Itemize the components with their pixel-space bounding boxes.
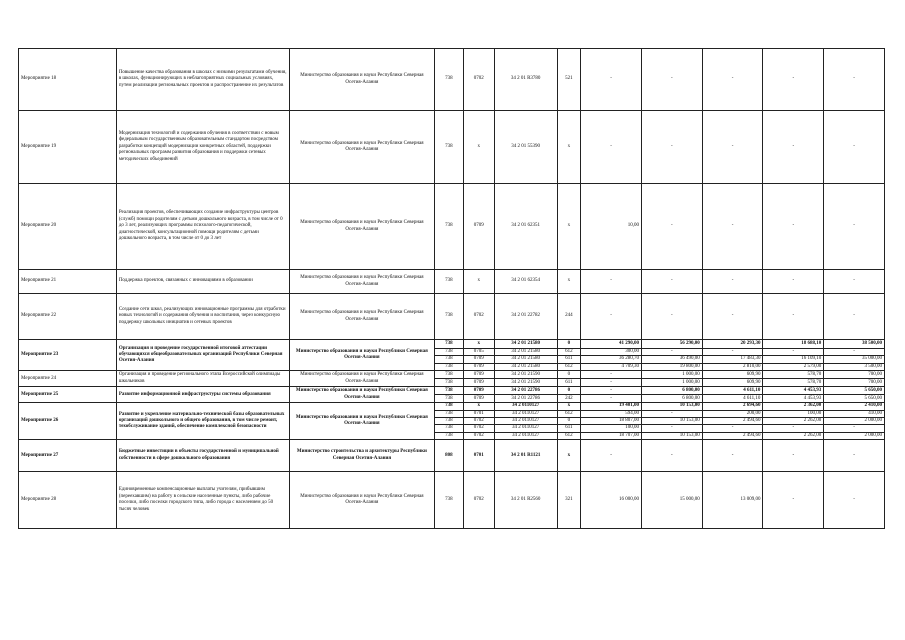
amount-year-2: - bbox=[641, 410, 702, 417]
expense-type-code: 0 bbox=[557, 371, 581, 379]
target-article-code: 34 2 01 21580 bbox=[494, 363, 557, 370]
amount-year-3: - bbox=[702, 425, 763, 432]
grbs-code: 738 bbox=[434, 379, 463, 387]
table-row bbox=[19, 49, 885, 111]
expense-type-code: 0 bbox=[557, 418, 581, 425]
amount-year-1: 100,00 bbox=[581, 425, 642, 432]
amount-year-4: 578,70 bbox=[763, 371, 824, 379]
table-row bbox=[19, 387, 885, 395]
amount-year-5: 35 000,00 bbox=[824, 356, 885, 363]
expense-type-code: 0 bbox=[557, 340, 581, 349]
responsible-organization: Министерство образования и науки Республики Северная Осетия-Алания bbox=[289, 294, 434, 340]
amount-year-1: 41 290,00 bbox=[581, 340, 642, 349]
measure-label: Мероприятие 19 bbox=[19, 111, 117, 184]
amount-year-3: - bbox=[702, 49, 763, 111]
amount-year-2: 1 000,00 bbox=[641, 371, 702, 379]
expense-type-code: 611 bbox=[557, 425, 581, 432]
section-code: 0702 bbox=[463, 425, 494, 432]
target-article-code: 34 2 0110127 bbox=[494, 425, 557, 432]
target-article-code: 34 2 0110127 bbox=[494, 410, 557, 417]
responsible-organization: Министерство образования и науки Республики Северная Осетия-Алания bbox=[289, 387, 434, 403]
grbs-code: 738 bbox=[434, 472, 463, 529]
expense-type-code: х bbox=[557, 111, 581, 184]
section-code: 0702 bbox=[463, 432, 494, 439]
section-code: х bbox=[463, 340, 494, 349]
amount-year-3: 20 293,30 bbox=[702, 340, 763, 349]
amount-year-2: 10 153,00 bbox=[641, 403, 702, 410]
amount-year-5: - bbox=[824, 270, 885, 294]
amount-year-1: - bbox=[581, 395, 642, 403]
expense-type-code: 612 bbox=[557, 349, 581, 356]
measure-label: Мероприятие 26 bbox=[19, 403, 117, 440]
amount-year-3: - bbox=[702, 294, 763, 340]
grbs-code: 738 bbox=[434, 49, 463, 111]
table-row bbox=[19, 184, 885, 270]
amount-year-1: 4 709,30 bbox=[581, 363, 642, 370]
amount-year-1: 16 000,00 bbox=[581, 472, 642, 529]
section-code: 0705 bbox=[463, 349, 494, 356]
expense-type-code: 612 bbox=[557, 410, 581, 417]
expense-type-code: 611 bbox=[557, 379, 581, 387]
amount-year-5: - bbox=[824, 425, 885, 432]
amount-year-3: - bbox=[702, 270, 763, 294]
section-code: 0701 bbox=[463, 410, 494, 417]
grbs-code: 738 bbox=[434, 403, 463, 410]
amount-year-2: 36 490,00 bbox=[641, 356, 702, 363]
amount-year-2: 6 800,00 bbox=[641, 395, 702, 403]
measure-label: Мероприятие 28 bbox=[19, 472, 117, 529]
target-article-code: 34 2 01 21590 bbox=[494, 371, 557, 379]
grbs-code: 738 bbox=[434, 387, 463, 395]
grbs-code: 808 bbox=[434, 440, 463, 472]
amount-year-3: - bbox=[702, 440, 763, 472]
amount-year-5: 2 000,00 bbox=[824, 418, 885, 425]
amount-year-5: - bbox=[824, 49, 885, 111]
table-row bbox=[19, 270, 885, 294]
table-row bbox=[19, 294, 885, 340]
expense-type-code: 521 bbox=[557, 49, 581, 111]
responsible-organization: Министерство образования и науки Республики Северная Осетия-Алания bbox=[289, 49, 434, 111]
table-row bbox=[19, 440, 885, 472]
grbs-code: 738 bbox=[434, 425, 463, 432]
section-code: 0702 bbox=[463, 472, 494, 529]
amount-year-1: - bbox=[581, 111, 642, 184]
responsible-organization: Министерство строительства и архитектуры Республики Северная Осетия-Алания bbox=[289, 440, 434, 472]
table-row bbox=[19, 340, 885, 349]
amount-year-1: 300,00 bbox=[581, 349, 642, 356]
amount-year-1: - bbox=[581, 270, 642, 294]
amount-year-5: 3 500,00 bbox=[824, 363, 885, 370]
responsible-organization: Министерство образования и науки Республики Северная Осетия-Алания bbox=[289, 340, 434, 371]
section-code: 0709 bbox=[463, 371, 494, 379]
amount-year-3: 2 494,60 bbox=[702, 432, 763, 439]
expense-type-code: х bbox=[557, 184, 581, 270]
measure-description: Развитие и укрепление материально-технической базы образовательных организаций дошкольного и общего образования, в том числе ремонт, техобслуживание зданий, обеспечение комплексной безопасности bbox=[116, 403, 289, 440]
amount-year-2: - bbox=[641, 111, 702, 184]
expense-type-code: х bbox=[557, 270, 581, 294]
measure-description: Организация и проведение регионального этапа Всероссийской олимпиады школьников bbox=[116, 371, 289, 387]
amount-year-4: 2 579,00 bbox=[763, 363, 824, 370]
grbs-code: 738 bbox=[434, 418, 463, 425]
amount-year-2: - bbox=[641, 440, 702, 472]
amount-year-1: - bbox=[581, 387, 642, 395]
amount-year-3: 2 694,60 bbox=[702, 403, 763, 410]
responsible-organization: Министерство образования и науки Республики Северная Осетия-Алания bbox=[289, 403, 434, 440]
target-article-code: 34 2 0110127 bbox=[494, 432, 557, 439]
amount-year-2: - bbox=[641, 49, 702, 111]
amount-year-1: 19 401,00 bbox=[581, 403, 642, 410]
amount-year-4: - bbox=[763, 440, 824, 472]
section-code: 0701 bbox=[463, 440, 494, 472]
measure-description: Повышение качества образования в школах с низкими результатами обучения, в школах, функционирующих в неблагоприятных социальных условиях, путем реализации региональных проектов и распространение их результатов bbox=[116, 49, 289, 111]
amount-year-5: - bbox=[824, 472, 885, 529]
grbs-code: 738 bbox=[434, 371, 463, 379]
amount-year-2: - bbox=[641, 184, 702, 270]
amount-year-1: 18 807,00 bbox=[581, 418, 642, 425]
amount-year-2: - bbox=[641, 270, 702, 294]
amount-year-5: - bbox=[824, 294, 885, 340]
section-code: х bbox=[463, 111, 494, 184]
amount-year-2: - bbox=[641, 294, 702, 340]
amount-year-5: 5 650,00 bbox=[824, 395, 885, 403]
section-code: 0702 bbox=[463, 418, 494, 425]
amount-year-2: 19 800,00 bbox=[641, 363, 702, 370]
measure-description: Реализация проектов, обеспечивающих создание инфраструктуры центров (служб) помощи родителям с детьми дошкольного возраста, в том числе от 0 до 3 лет, реализующих программы психолого-педагогической, диагностической, консультационной помощи родителям с детьми дошкольного возраста, в том числе от 0 до 3 лет bbox=[116, 184, 289, 270]
amount-year-5: 410,00 bbox=[824, 410, 885, 417]
grbs-code: 738 bbox=[434, 356, 463, 363]
amount-year-1: 10,00 bbox=[581, 184, 642, 270]
measure-label: Мероприятие 22 bbox=[19, 294, 117, 340]
amount-year-5: 2 000,00 bbox=[824, 432, 885, 439]
section-code: 0709 bbox=[463, 379, 494, 387]
amount-year-3: 200,00 bbox=[702, 410, 763, 417]
target-article-code: 34 2 01 55390 bbox=[494, 111, 557, 184]
section-code: 0702 bbox=[463, 49, 494, 111]
amount-year-3: 4 611,10 bbox=[702, 387, 763, 395]
target-article-code: 34 2 01 62354 bbox=[494, 270, 557, 294]
responsible-organization: Министерство образования и науки Республики Северная Осетия-Алания bbox=[289, 472, 434, 529]
amount-year-3: - bbox=[702, 349, 763, 356]
table-row bbox=[19, 371, 885, 379]
target-article-code: 34 2 01 R1121 bbox=[494, 440, 557, 472]
amount-year-5: 2 410,00 bbox=[824, 403, 885, 410]
amount-year-1: 594,00 bbox=[581, 410, 642, 417]
target-article-code: 34 2 01 21590 bbox=[494, 379, 557, 387]
amount-year-4: 2 262,00 bbox=[763, 432, 824, 439]
section-code: 0709 bbox=[463, 395, 494, 403]
expense-type-code: 612 bbox=[557, 363, 581, 370]
section-code: 0709 bbox=[463, 184, 494, 270]
measure-label: Мероприятие 18 bbox=[19, 49, 117, 111]
measure-description: Организация и проведение государственной итоговой аттестации обучающихся общеобразовательных организаций Республики Северная Осетия-Алания bbox=[116, 340, 289, 371]
amount-year-3: 609,90 bbox=[702, 379, 763, 387]
amount-year-5: - bbox=[824, 440, 885, 472]
target-article-code: 34 2 01 21580 bbox=[494, 356, 557, 363]
grbs-code: 738 bbox=[434, 432, 463, 439]
target-article-code: 34 2 01 22786 bbox=[494, 387, 557, 395]
amount-year-1: - bbox=[581, 49, 642, 111]
target-article-code: 34 2 01 21580 bbox=[494, 349, 557, 356]
amount-year-1: 18 707,00 bbox=[581, 432, 642, 439]
section-code: 0709 bbox=[463, 363, 494, 370]
measure-label: Мероприятие 20 bbox=[19, 184, 117, 270]
target-article-code: 34 2 0110127 bbox=[494, 418, 557, 425]
expense-type-code: х bbox=[557, 440, 581, 472]
amount-year-4: - bbox=[763, 49, 824, 111]
amount-year-4: - bbox=[763, 294, 824, 340]
amount-year-1: - bbox=[581, 379, 642, 387]
grbs-code: 738 bbox=[434, 294, 463, 340]
grbs-code: 738 bbox=[434, 270, 463, 294]
amount-year-1: 36 280,70 bbox=[581, 356, 642, 363]
section-code: 0702 bbox=[463, 294, 494, 340]
target-article-code: 34 2 01 21580 bbox=[494, 340, 557, 349]
measure-label: Мероприятие 25 bbox=[19, 387, 117, 403]
responsible-organization: Министерство образования и науки Республики Северная Осетия-Алания bbox=[289, 270, 434, 294]
amount-year-5: 5 650,00 bbox=[824, 387, 885, 395]
section-code: х bbox=[463, 270, 494, 294]
amount-year-4: 18 688,10 bbox=[763, 340, 824, 349]
responsible-organization: Министерство образования и науки Республики Северная Осетия-Алания bbox=[289, 371, 434, 387]
expense-type-code: 0 bbox=[557, 387, 581, 395]
grbs-code: 738 bbox=[434, 395, 463, 403]
measure-label: Мероприятие 21 bbox=[19, 270, 117, 294]
grbs-code: 738 bbox=[434, 410, 463, 417]
amount-year-2: 6 800,00 bbox=[641, 387, 702, 395]
measure-label: Мероприятие 23 bbox=[19, 340, 117, 371]
amount-year-4: - bbox=[763, 184, 824, 270]
amount-year-3: 13 009,00 bbox=[702, 472, 763, 529]
responsible-organization: Министерство образования и науки Республики Северная Осетия-Алания bbox=[289, 111, 434, 184]
amount-year-4: 100,00 bbox=[763, 410, 824, 417]
amount-year-1: - bbox=[581, 440, 642, 472]
measure-description: Создание сети школ, реализующих инновационные программы для отработки новых технологий и содержания обучения и воспитания, через конкурсную поддержку школьных инициатив и сетевых проектов bbox=[116, 294, 289, 340]
amount-year-5: - bbox=[824, 349, 885, 356]
amount-year-2: 56 290,00 bbox=[641, 340, 702, 349]
amount-year-4: 16 109,10 bbox=[763, 356, 824, 363]
amount-year-4: 4 453,93 bbox=[763, 395, 824, 403]
amount-year-4: - bbox=[763, 270, 824, 294]
target-article-code: 34 2 01 R2560 bbox=[494, 472, 557, 529]
grbs-code: 738 bbox=[434, 184, 463, 270]
amount-year-4: 2 262,00 bbox=[763, 418, 824, 425]
amount-year-3: 17 483,30 bbox=[702, 356, 763, 363]
amount-year-2: 10 153,00 bbox=[641, 432, 702, 439]
amount-year-5: 38 500,00 bbox=[824, 340, 885, 349]
amount-year-2: - bbox=[641, 425, 702, 432]
grbs-code: 738 bbox=[434, 349, 463, 356]
amount-year-5: 700,00 bbox=[824, 379, 885, 387]
target-article-code: 34 2 0110127 bbox=[494, 403, 557, 410]
amount-year-3: 2 494,60 bbox=[702, 418, 763, 425]
table-row bbox=[19, 472, 885, 529]
expense-type-code: 244 bbox=[557, 294, 581, 340]
amount-year-1: - bbox=[581, 371, 642, 379]
measure-description: Поддержка проектов, связанных с инновациями в образовании bbox=[116, 270, 289, 294]
amount-year-4: 578,70 bbox=[763, 379, 824, 387]
section-code: х bbox=[463, 403, 494, 410]
target-article-code: 34 2 01 22782 bbox=[494, 294, 557, 340]
amount-year-1: - bbox=[581, 294, 642, 340]
expense-type-code: 321 bbox=[557, 472, 581, 529]
amount-year-4: 4 453,93 bbox=[763, 387, 824, 395]
measure-description: Модернизация технологий и содержания обучения в соответствии с новым федеральным государственным образовательным стандартом посредством разработки концепций модернизации конкретных областей, поддержки региональных программ развития образования и поддержки сетевых методических объединений bbox=[116, 111, 289, 184]
expense-type-code: 242 bbox=[557, 395, 581, 403]
amount-year-2: 1 000,00 bbox=[641, 379, 702, 387]
target-article-code: 34 2 01 62351 bbox=[494, 184, 557, 270]
amount-year-2: 15 000,00 bbox=[641, 472, 702, 529]
amount-year-4: 2 362,00 bbox=[763, 403, 824, 410]
amount-year-3: 4 611,10 bbox=[702, 395, 763, 403]
amount-year-4: - bbox=[763, 111, 824, 184]
expense-type-code: 612 bbox=[557, 432, 581, 439]
amount-year-3: - bbox=[702, 111, 763, 184]
target-article-code: 34 2 01 22786 bbox=[494, 395, 557, 403]
amount-year-4: - bbox=[763, 425, 824, 432]
amount-year-4: - bbox=[763, 472, 824, 529]
amount-year-2: - bbox=[641, 349, 702, 356]
expense-type-code: 611 bbox=[557, 356, 581, 363]
amount-year-5: 700,00 bbox=[824, 371, 885, 379]
target-article-code: 34 2 01 R3780 bbox=[494, 49, 557, 111]
grbs-code: 738 bbox=[434, 111, 463, 184]
amount-year-3: 2 810,00 bbox=[702, 363, 763, 370]
measures-table bbox=[18, 48, 885, 529]
expense-type-code: х bbox=[557, 403, 581, 410]
measure-description: Единовременные компенсационные выплаты учителям, прибывшим (переехавшим) на работу в сельские населенные пункты, либо рабочие поселки, либо поселки городского типа, либо города с населением до 50 тысяч человек bbox=[116, 472, 289, 529]
amount-year-4: - bbox=[763, 349, 824, 356]
responsible-organization: Министерство образования и науки Республики Северная Осетия-Алания bbox=[289, 184, 434, 270]
section-code: 0709 bbox=[463, 387, 494, 395]
measure-description: Развитие информационной инфраструктуры системы образования bbox=[116, 387, 289, 403]
grbs-code: 738 bbox=[434, 363, 463, 370]
amount-year-2: 10 153,00 bbox=[641, 418, 702, 425]
amount-year-3: - bbox=[702, 184, 763, 270]
amount-year-5: - bbox=[824, 184, 885, 270]
measure-label: Мероприятие 24 bbox=[19, 371, 117, 387]
amount-year-5: - bbox=[824, 111, 885, 184]
amount-year-3: 609,90 bbox=[702, 371, 763, 379]
section-code: 0709 bbox=[463, 356, 494, 363]
table-row bbox=[19, 111, 885, 184]
grbs-code: 738 bbox=[434, 340, 463, 349]
measure-description: Бюджетные инвестиции в объекты государственной и муниципальной собственности в сфере дошкольного образования bbox=[116, 440, 289, 472]
measure-label: Мероприятие 27 bbox=[19, 440, 117, 472]
table-row bbox=[19, 403, 885, 410]
